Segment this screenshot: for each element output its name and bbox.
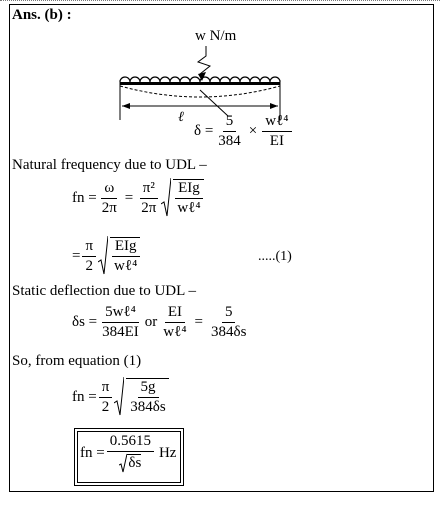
load-num: wℓ⁴ bbox=[262, 113, 291, 132]
eq1-frac-b bbox=[138, 180, 159, 217]
radical-icon bbox=[119, 453, 127, 473]
eq3-frac-c bbox=[208, 304, 249, 341]
equation-4 bbox=[72, 377, 171, 417]
eq5-frac bbox=[107, 433, 154, 473]
load-den: EI bbox=[269, 133, 284, 149]
eq1-equals: = bbox=[124, 189, 134, 206]
equation-5 bbox=[80, 433, 179, 473]
natural-frequency-heading: Natural frequency due to UDL – bbox=[12, 157, 207, 173]
eq4-lhs: fn = bbox=[72, 388, 97, 405]
eq2-radical bbox=[98, 236, 142, 276]
beam bbox=[120, 82, 280, 85]
eq3-equals: = bbox=[194, 314, 204, 330]
eq2-rad-num: EIg bbox=[112, 238, 140, 257]
eq3-b-den: wℓ⁴ bbox=[163, 324, 187, 340]
eq3-a-den: 384EI bbox=[102, 324, 139, 340]
eq3-frac-b bbox=[160, 304, 189, 341]
eq2-a-num: π bbox=[82, 238, 96, 257]
span-arrow-left-icon bbox=[122, 103, 130, 109]
eq1-a-num: ω bbox=[101, 180, 117, 199]
eq1-frac-a bbox=[99, 180, 120, 217]
equation-3 bbox=[72, 304, 251, 341]
eq1-rad-den: wℓ⁴ bbox=[177, 200, 201, 216]
answer-label: Ans. (b) : bbox=[12, 7, 72, 23]
radical-icon bbox=[114, 377, 124, 417]
span-label: ℓ bbox=[178, 110, 184, 125]
eq5-unit: Hz bbox=[158, 444, 177, 461]
eq2-a-den: 2 bbox=[85, 257, 93, 274]
eq3-a-num: 5wℓ⁴ bbox=[102, 304, 139, 323]
span-arrow-right-icon bbox=[270, 103, 278, 109]
equation-1-ref: .....(1) bbox=[258, 249, 292, 264]
eq2-frac-a bbox=[82, 238, 96, 275]
static-deflection-heading: Static deflection due to UDL – bbox=[12, 283, 196, 299]
eq3-or: or bbox=[144, 314, 158, 330]
eq3-lhs: δs = bbox=[72, 314, 98, 330]
eq1-b-num: π² bbox=[140, 180, 158, 199]
eq2-rad-den: wℓ⁴ bbox=[114, 258, 138, 274]
eq5-num: 0.5615 bbox=[107, 433, 154, 452]
eq5-rad-den: δs bbox=[128, 455, 142, 471]
eq3-c-den: 384δs bbox=[211, 324, 247, 340]
eq1-rad-num: EIg bbox=[175, 180, 203, 199]
equation-2 bbox=[72, 236, 142, 276]
load-label: w N/m bbox=[195, 28, 237, 44]
deflected-shape bbox=[120, 86, 280, 97]
deflection-formula bbox=[194, 113, 294, 150]
eq4-a-den: 2 bbox=[101, 398, 110, 415]
eq1-b-den: 2π bbox=[141, 199, 157, 216]
coef-fraction bbox=[215, 113, 244, 150]
eq4-rad-num: 5g bbox=[138, 379, 159, 398]
eq1-a-den: 2π bbox=[101, 199, 117, 216]
eq4-frac-a bbox=[99, 379, 113, 416]
eq1-lhs: fn = bbox=[72, 189, 97, 206]
eq3-c-num: 5 bbox=[222, 304, 236, 323]
eq5-lhs: fn = bbox=[80, 444, 105, 461]
load-fraction bbox=[262, 113, 291, 150]
radical-icon bbox=[98, 236, 108, 276]
times-sign: × bbox=[248, 123, 258, 139]
deflection-lhs: δ = bbox=[194, 123, 214, 139]
coef-num: 5 bbox=[223, 113, 237, 132]
equation-1 bbox=[72, 178, 206, 218]
udl-arcs bbox=[120, 77, 280, 82]
eq4-radical bbox=[114, 377, 170, 417]
eq2-equals: = bbox=[72, 247, 81, 264]
radical-icon bbox=[161, 178, 171, 218]
from-equation-heading: So, from equation (1) bbox=[12, 353, 142, 369]
eq3-b-num: EI bbox=[165, 304, 185, 323]
eq3-frac-a bbox=[99, 304, 142, 341]
coef-den: 384 bbox=[218, 133, 241, 149]
eq4-rad-den: 384δs bbox=[130, 399, 166, 415]
eq1-radical bbox=[161, 178, 205, 218]
eq4-a-num: π bbox=[99, 379, 113, 398]
eq5-den bbox=[116, 452, 144, 473]
